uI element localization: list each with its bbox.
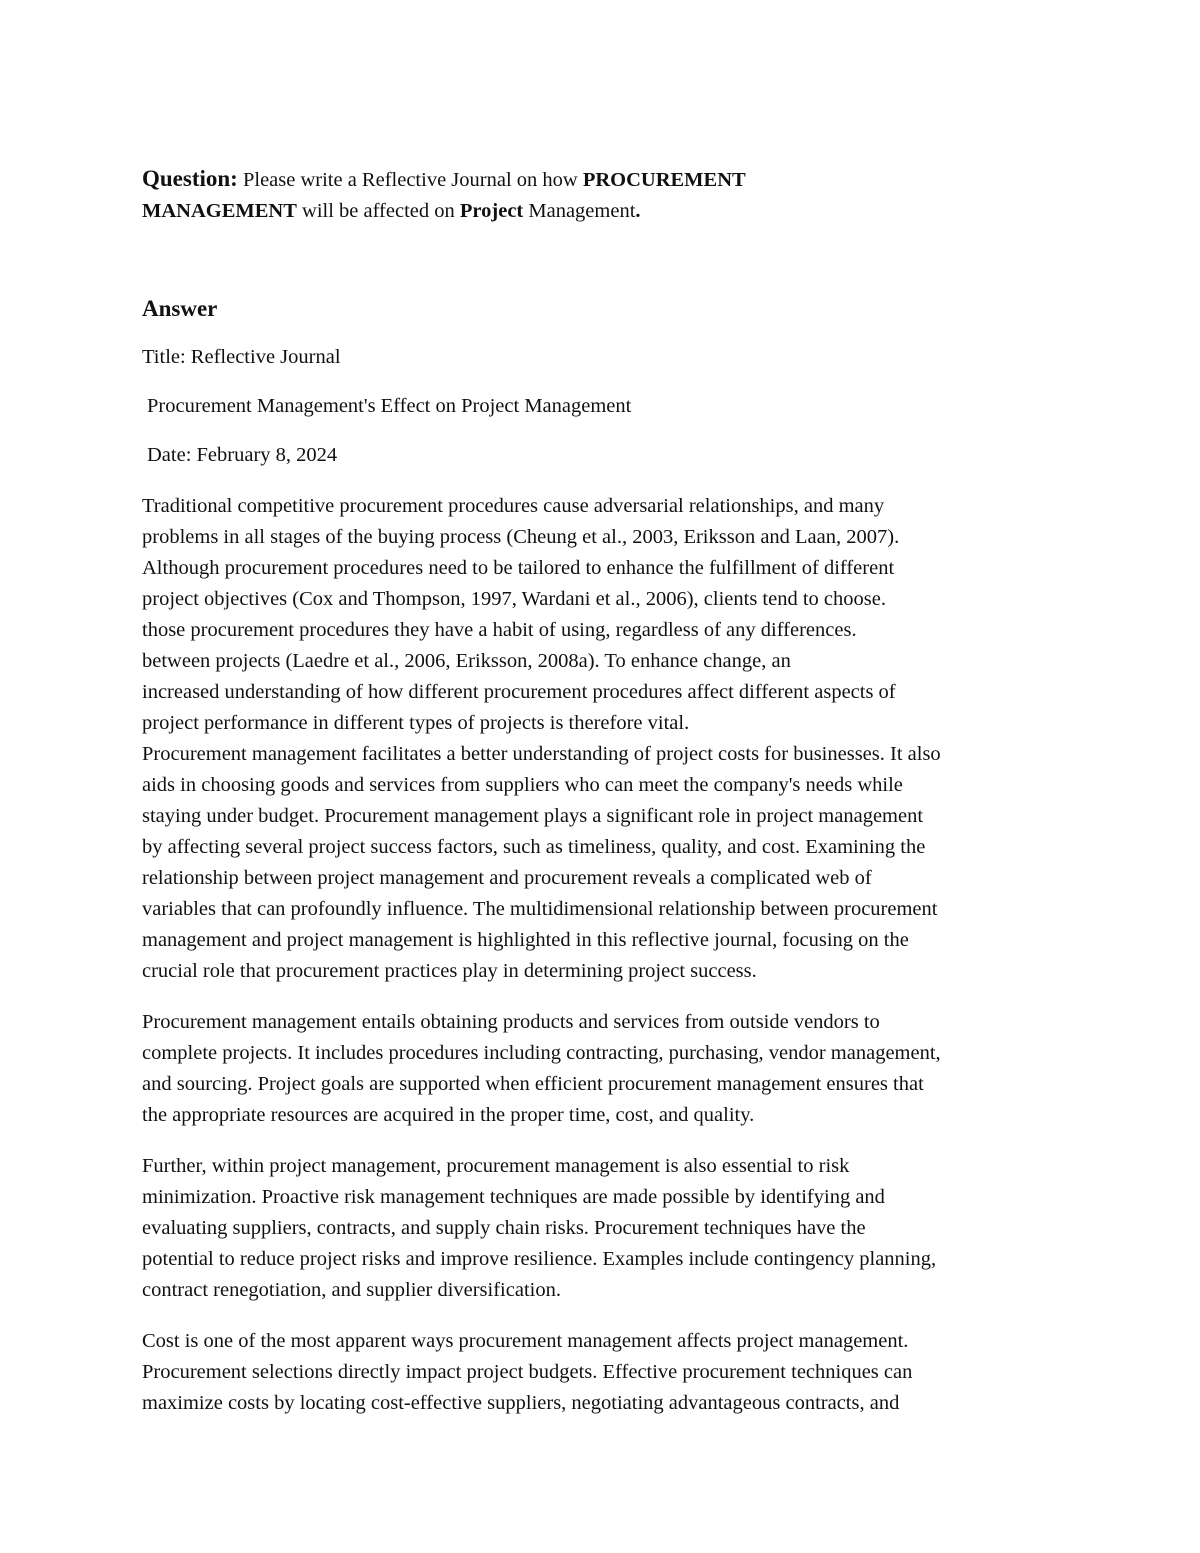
paragraph-line: variables that can profoundly influence. The multidimensional relationship between procurement [142,898,938,920]
paragraph-line: and sourcing. Project goals are supported when efficient procurement management ensures that [142,1073,924,1095]
paragraph-line: between projects (Laedre et al., 2006, Eriksson, 2008a). To enhance change, an [142,650,791,672]
question-keyword-management: MANAGEMENT [142,200,297,222]
paragraph-line: relationship between project management and procurement reveals a complicated web of [142,867,872,889]
question-label: Question: [142,166,238,191]
paragraph-line: Although procurement procedures need to be tailored to enhance the fulfillment of different [142,557,895,579]
paragraph-line: Procurement management entails obtaining products and services from outside vendors to [142,1011,880,1033]
document-body [142,163,1072,1419]
subtitle-line: Procurement Management's Effect on Project Management [147,395,632,417]
question-text-3: Management [523,200,636,222]
paragraph-line: maximize costs by locating cost-effective suppliers, negotiating advantageous contracts, and [142,1392,900,1414]
question-line-2 [142,196,1072,227]
question-keyword-project: Project [459,200,524,222]
paragraph-line: minimization. Proactive risk management techniques are made possible by identifying and [142,1186,885,1208]
paragraph-line: Traditional competitive procurement procedures cause adversarial relationships, and many [142,495,885,517]
paragraph-line: problems in all stages of the buying process (Cheung et al., 2003, Eriksson and Laan, 2007). [142,526,900,548]
paragraph-line: crucial role that procurement practices play in determining project success. [142,960,757,982]
paragraph-line: by affecting several project success factors, such as timeliness, quality, and cost. Examining the [142,836,926,858]
question-line-1 [142,163,1072,196]
paragraph-line: contract renegotiation, and supplier diversification. [142,1279,561,1301]
paragraph-line: complete projects. It includes procedures including contracting, purchasing, vendor management, [142,1042,941,1064]
paragraph-line: project performance in different types of projects is therefore vital. [142,712,690,734]
body-paragraph [142,1151,1072,1306]
body-paragraph [142,1326,1072,1419]
paragraph-line: Procurement selections directly impact project budgets. Effective procurement techniques can [142,1361,913,1383]
paragraph-line: staying under budget. Procurement management plays a significant role in project management [142,805,924,827]
question-text-2: will be affected on [296,200,460,222]
paragraph-line: the appropriate resources are acquired in the proper time, cost, and quality. [142,1104,755,1126]
question-text-1: Please write a Reflective Journal on how [237,169,583,191]
paragraph-line: Procurement management facilitates a better understanding of project costs for businesses. It also [142,743,941,765]
body-paragraphs [142,491,1072,1419]
body-paragraph [142,1007,1072,1131]
question-end-period: . [635,200,641,222]
title-line: Title: Reflective Journal [142,346,341,368]
question-block [142,163,1072,227]
body-paragraph [142,491,1072,987]
paragraph-line: management and project management is highlighted in this reflective journal, focusing on the [142,929,909,951]
date-line: Date: February 8, 2024 [147,444,338,466]
paragraph-line: aids in choosing goods and services from suppliers who can meet the company's needs while [142,774,903,796]
paragraph-line: those procurement procedures they have a habit of using, regardless of any differences. [142,619,857,641]
paragraph-line: project objectives (Cox and Thompson, 1997, Wardani et al., 2006), clients tend to choose. [142,588,886,610]
paragraph-line: Cost is one of the most apparent ways procurement management affects project management. [142,1330,909,1352]
paragraph-line: increased understanding of how different procurement procedures affect different aspects of [142,681,896,703]
paragraph-line: potential to reduce project risks and improve resilience. Examples include contingency planning, [142,1248,937,1270]
paragraph-line: evaluating suppliers, contracts, and supply chain risks. Procurement techniques have the [142,1217,866,1239]
answer-heading: Answer [142,296,218,321]
question-keyword-procurement: PROCUREMENT [582,169,746,191]
paragraph-line: Further, within project management, procurement management is also essential to risk [142,1155,850,1177]
